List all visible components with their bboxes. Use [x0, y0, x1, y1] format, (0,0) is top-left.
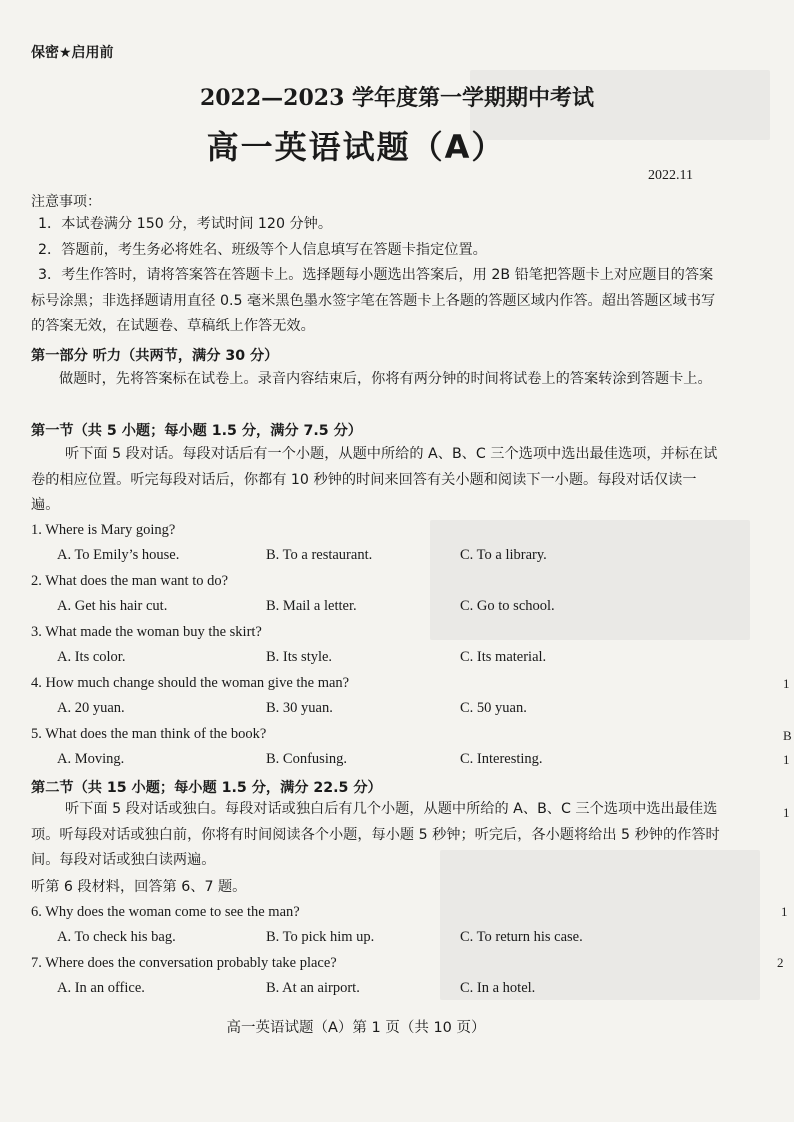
edge-mark: 1 [783, 805, 790, 820]
part1-intro: 做题时，先将答案标在试卷上。录音内容结束后，你将有两分钟的时间将试卷上的答案转涂到答题卡上。 [59, 371, 712, 387]
material-note: 听第 6 段材料，回答第 6、7 题。 [31, 879, 247, 895]
notes-heading: 注意事项： [31, 194, 101, 210]
section2-intro: 听下面 5 段对话或独白。每段对话或独白后有几个小题，从题中所给的 A、B、C 三个选项中选出最佳选项。听每段对话或独白前，你将有时间阅读各个小题，每小题 5 秒钟；听完后，各小题将给出 5 秒钟的作答时间。每段对话或独白读两遍。 [31, 801, 720, 868]
option-c: C. In a hotel. [460, 980, 536, 996]
option-a: A. Get his hair cut. [57, 598, 168, 614]
option-c: C. To return his case. [460, 929, 583, 945]
option-c: C. 50 yuan. [460, 700, 527, 716]
exam-date: 2022.11 [648, 168, 693, 183]
question-stem: 1. Where is Mary going? [31, 522, 176, 538]
section1-intro: 听下面 5 段对话。每段对话后有一个小题，从题中所给的 A、B、C 三个选项中选出最佳选项，并标在试卷的相应位置。听完每段对话后，你都有 10 秒钟的时间来回答有关小题和阅读下一小题。每段对话仅读一遍。 [31, 446, 718, 513]
edge-mark: 1 [783, 676, 790, 691]
option-b: B. 30 yuan. [266, 700, 333, 716]
edge-mark: 1 [783, 752, 790, 767]
option-c: C. Interesting. [460, 751, 543, 767]
option-b: B. Confusing. [266, 751, 347, 767]
note-item-3: 3．考生作答时，请将答案答在答题卡上。选择题每小题选出答案后，用 2B 铅笔把答题卡上对应题目的答案标号涂黑；非选择题请用直径 0.5 毫米黑色墨水签字笔在答题卡上各题的答题区域内作答。超出答题区域书写的答案无效，在试题卷、草稿纸上作答无效。 [31, 267, 716, 334]
note-item-1: 1．本试卷满分 150 分，考试时间 120 分钟。 [38, 216, 333, 232]
option-a: A. 20 yuan. [57, 700, 125, 716]
confidential-label: 保密★启用前 [31, 45, 114, 61]
question-stem: 2. What does the man want to do? [31, 573, 229, 589]
question-stem: 3. What made the woman buy the skirt? [31, 624, 262, 640]
option-b: B. Its style. [266, 649, 333, 665]
section2-heading: 第二节（共 15 小题；每小题 1.5 分，满分 22.5 分） [31, 780, 382, 796]
option-a: A. To Emily’s house. [57, 547, 180, 563]
question-stem: 7. Where does the conversation probably take place? [31, 955, 337, 971]
page-footer: 高一英语试题（A）第 1 页（共 10 页） [226, 1020, 486, 1036]
question-stem: 4. How much change should the woman give the man? [31, 675, 350, 691]
part1-heading: 第一部分 听力（共两节，满分 30 分） [31, 348, 279, 364]
option-b: B. Mail a letter. [266, 598, 357, 614]
option-a: A. In an office. [57, 980, 145, 996]
option-a: A. Moving. [57, 751, 125, 767]
option-c: C. Go to school. [460, 598, 555, 614]
option-a: A. To check his bag. [57, 929, 176, 945]
edge-mark: 2 [777, 955, 784, 970]
exam-year-title: 2022—2023 学年度第一学期期中考试 [199, 85, 595, 111]
option-b: B. To a restaurant. [266, 547, 373, 563]
page-title: 高一英语试题（A） [206, 128, 506, 166]
question-stem: 5. What does the man think of the book? [31, 726, 267, 742]
option-b: B. At an airport. [266, 980, 360, 996]
edge-mark: B [783, 728, 792, 743]
note-item-2: 2．答题前，考生务必将姓名、班级等个人信息填写在答题卡指定位置。 [38, 242, 487, 258]
option-c: C. To a library. [460, 547, 547, 563]
option-b: B. To pick him up. [266, 929, 375, 945]
section1-heading: 第一节（共 5 小题；每小题 1.5 分，满分 7.5 分） [31, 423, 362, 439]
question-stem: 6. Why does the woman come to see the man? [31, 904, 300, 920]
option-a: A. Its color. [57, 649, 126, 665]
edge-mark: 1 [781, 904, 788, 919]
option-c: C. Its material. [460, 649, 547, 665]
